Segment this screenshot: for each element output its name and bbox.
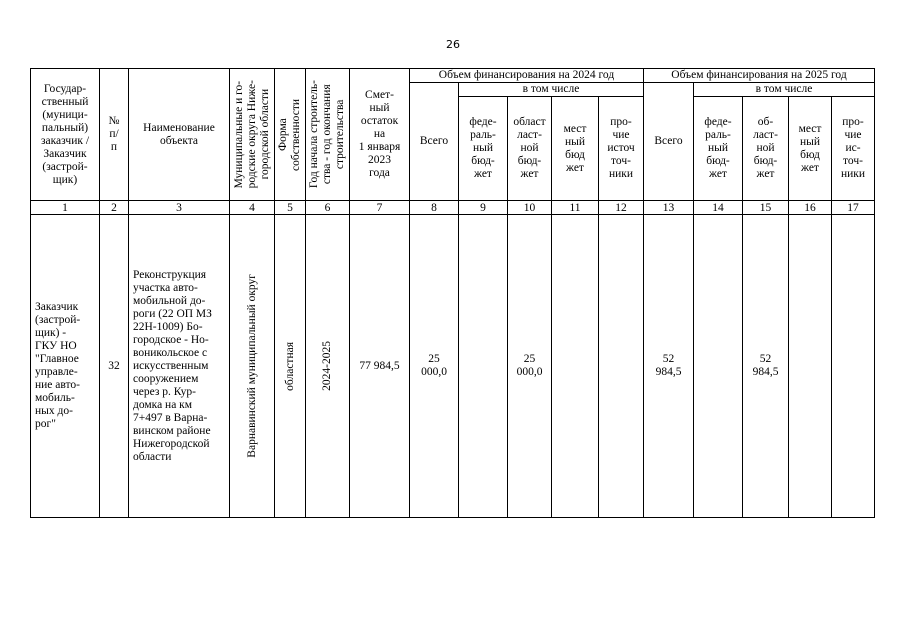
row-municipality-text: Варнавинский муниципальный округ	[245, 274, 258, 458]
row-other-2025	[832, 215, 875, 518]
header-funding-2025: Объем финансирования на 2025 год	[644, 69, 875, 83]
column-number: 3	[129, 201, 230, 215]
header-ownership	[275, 69, 306, 201]
header-including-2025: в том числе	[694, 83, 875, 97]
header-municipality-text: Муниципальные и го- родские округа Ниже- городской области	[232, 80, 271, 189]
row-regional-2024: 25 000,0	[508, 215, 552, 518]
column-number: 8	[410, 201, 459, 215]
header-federal-2025: феде- раль- ный бюд- жет	[694, 97, 743, 201]
header-municipality	[230, 69, 275, 201]
row-regional-2025: 52 984,5	[743, 215, 789, 518]
row-local-2024	[552, 215, 599, 518]
column-number: 13	[644, 201, 694, 215]
row-total-2024: 25 000,0	[410, 215, 459, 518]
row-total-2025: 52 984,5	[644, 215, 694, 518]
header-federal-2024: феде- раль- ный бюд- жет	[459, 97, 508, 201]
column-number: 4	[230, 201, 275, 215]
column-number: 6	[306, 201, 350, 215]
row-ownership	[275, 215, 306, 518]
header-other-2024: про- чие источ точ- ники	[599, 97, 644, 201]
header-remaining: Смет- ный остаток на 1 января 2023 года	[350, 69, 410, 201]
header-local-2024: мест ный бюд жет	[552, 97, 599, 201]
row-federal-2024	[459, 215, 508, 518]
page-number: 26	[446, 38, 460, 51]
column-number: 11	[552, 201, 599, 215]
column-number: 2	[100, 201, 129, 215]
column-number-row	[31, 201, 875, 215]
header-ownership-text: Форма собственности	[277, 98, 302, 171]
row-remaining: 77 984,5	[350, 215, 410, 518]
column-number: 5	[275, 201, 306, 215]
header-years	[306, 69, 350, 201]
header-other-2025: про- чие ис- точ- ники	[832, 97, 875, 201]
column-number: 15	[743, 201, 789, 215]
column-number: 10	[508, 201, 552, 215]
header-customer: Государ- ственный (муници- пальный) заказчик / Заказчик (застрой- щик)	[31, 69, 100, 201]
header-including-2024: в том числе	[459, 83, 644, 97]
header-object-name: Наименование объекта	[129, 69, 230, 201]
header-funding-2024: Объем финансирования на 2024 год	[410, 69, 644, 83]
row-other-2024	[599, 215, 644, 518]
row-ownership-text: областная	[283, 341, 296, 391]
column-number: 12	[599, 201, 644, 215]
column-number: 17	[832, 201, 875, 215]
header-total-2025: Всего	[644, 83, 694, 201]
header-number: № п/ п	[100, 69, 129, 201]
header-regional-2025: об- ласт- ной бюд- жет	[743, 97, 789, 201]
column-number: 7	[350, 201, 410, 215]
row-number: 32	[100, 215, 129, 518]
header-local-2025: мест ный бюд жет	[789, 97, 832, 201]
column-number: 14	[694, 201, 743, 215]
column-number: 9	[459, 201, 508, 215]
header-regional-2024: област ласт- ной бюд- жет	[508, 97, 552, 201]
column-number: 16	[789, 201, 832, 215]
row-years-text: 2024-2025	[321, 341, 333, 391]
table-row	[31, 215, 875, 518]
column-number: 1	[31, 201, 100, 215]
header-total-2024: Всего	[410, 83, 459, 201]
header-years-text: Год начала строитель- ства - год окончания строительства	[308, 80, 346, 189]
header-row-1	[31, 69, 875, 83]
financing-table	[30, 68, 875, 518]
row-federal-2025	[694, 215, 743, 518]
row-object-name: Реконструкция участка авто- мобильной до- роги (22 ОП МЗ 22Н-1009) Бо- городское - Но- воникольское с искусственным сооружением через р. Кур- домка на км 7+497 в Варна- винском районе Нижегородской области	[129, 215, 230, 518]
row-years	[306, 215, 350, 518]
row-municipality	[230, 215, 275, 518]
row-local-2025	[789, 215, 832, 518]
row-customer: Заказчик (застрой- щик) - ГКУ НО "Главное управле- ние авто- мобиль- ных до- рог"	[31, 215, 100, 518]
